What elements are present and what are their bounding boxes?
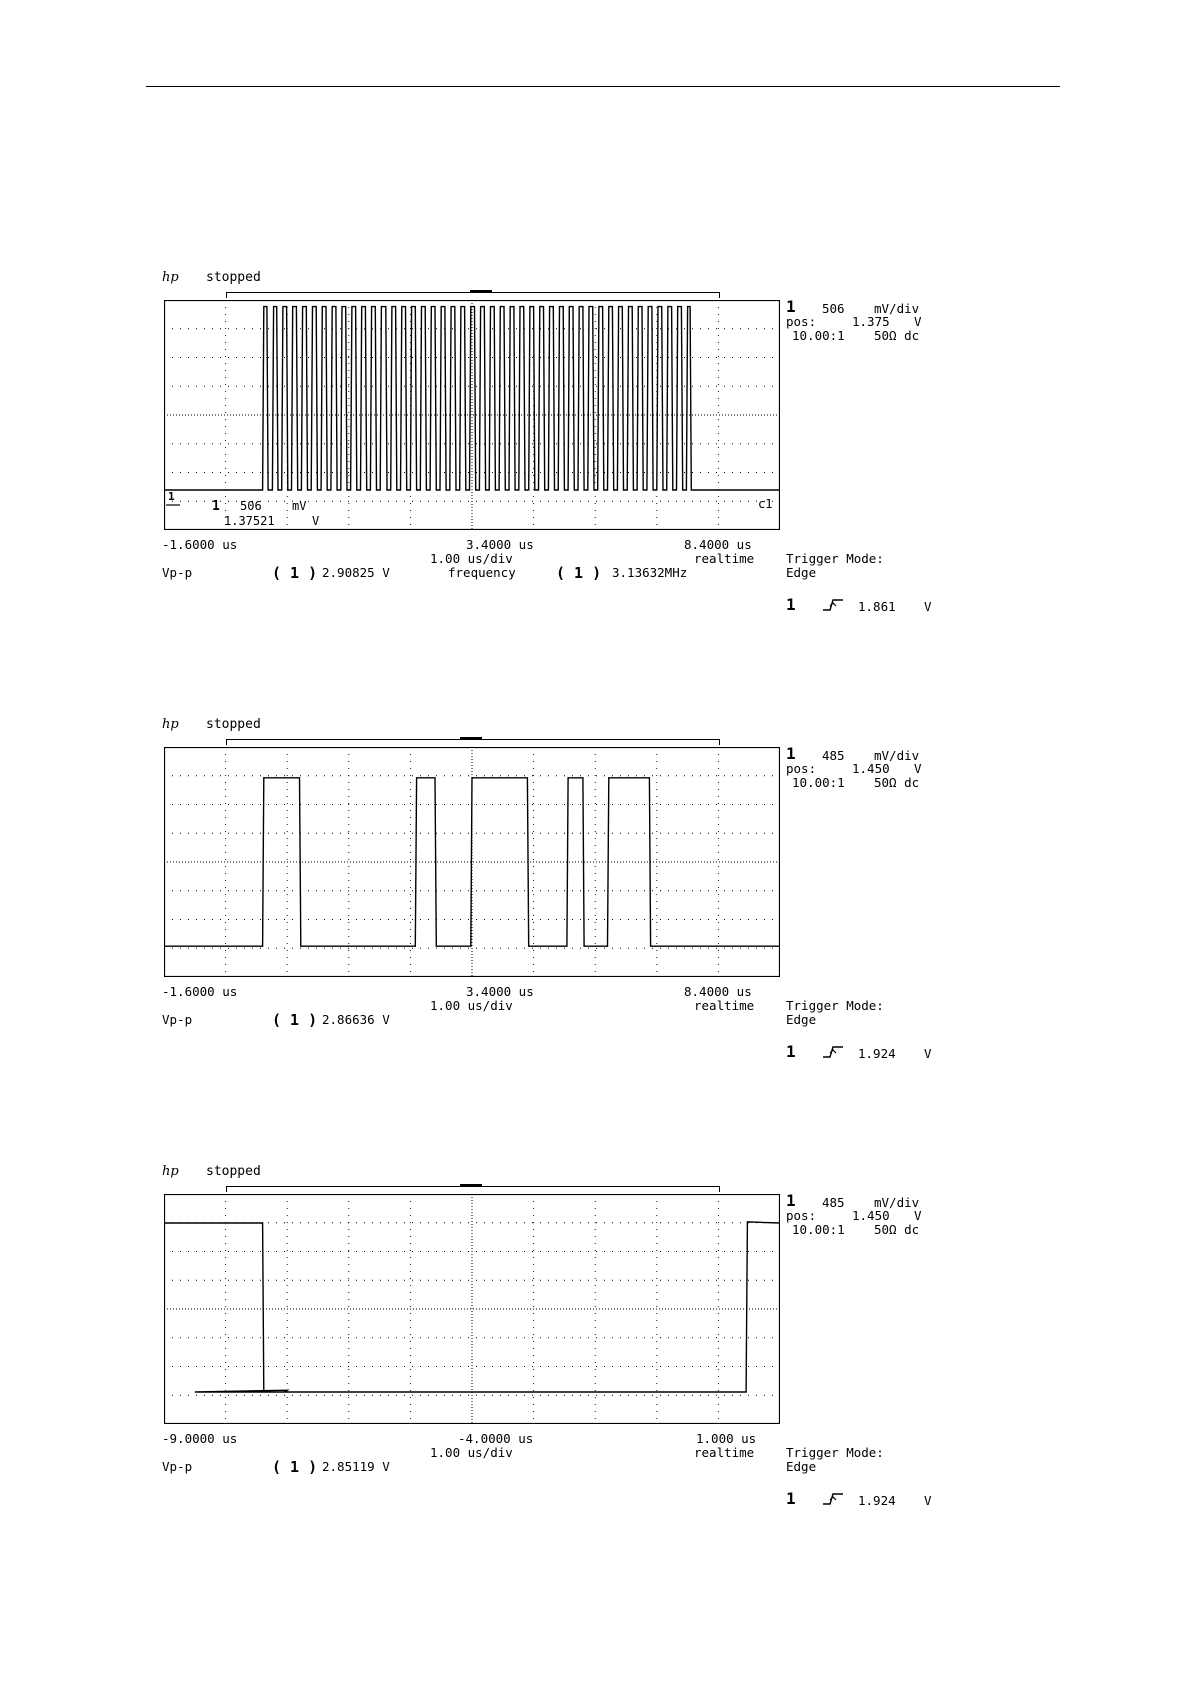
time-left-label: -1.6000 us — [162, 984, 238, 999]
marker-level: 1.37521 — [224, 514, 275, 528]
trigger-channel: 1 — [786, 1489, 796, 1508]
trigger-level-unit: V — [924, 1493, 932, 1508]
time-right-label: 8.4000 us — [684, 984, 752, 999]
measurement-value: 2.85119 V — [322, 1459, 390, 1474]
measurement-value: 2.86636 V — [322, 1012, 390, 1027]
scope-screen — [164, 747, 780, 977]
scope-screen — [164, 300, 780, 530]
probe-attenuation: 10.00:1 — [792, 328, 845, 343]
hp-logo-icon: hp — [162, 717, 179, 732]
acquisition-mode: realtime — [694, 998, 755, 1013]
channel-number: 1 — [786, 1191, 796, 1210]
edge-tag: c1 — [758, 497, 773, 511]
time-right-label: 1.000 us — [696, 1431, 757, 1446]
time-center-label: 3.4000 us — [466, 537, 534, 552]
offset-label: pos: — [786, 761, 817, 776]
vertical-scale-unit: mV/div — [874, 748, 920, 763]
channel-number: 1 — [786, 744, 796, 763]
trigger-position-marker — [460, 737, 482, 740]
measurement-channel: ( 1 ) — [272, 564, 318, 582]
ground-marker-icon: 1 — [168, 490, 175, 503]
offset-unit: V — [914, 1208, 922, 1223]
run-status: stopped — [206, 270, 261, 285]
measurement-label: Vp-p — [162, 1459, 193, 1474]
acquisition-mode: realtime — [694, 1445, 755, 1460]
input-coupling: 50Ω dc — [874, 328, 920, 343]
vertical-scale: 506 — [822, 301, 845, 316]
offset-unit: V — [914, 314, 922, 329]
trigger-mode-value: Edge — [786, 1459, 817, 1474]
trigger-mode-value: Edge — [786, 565, 817, 580]
trigger-level-unit: V — [924, 1046, 932, 1061]
time-center-label: -4.0000 us — [458, 1431, 534, 1446]
offset-unit: V — [914, 761, 922, 776]
trigger-channel: 1 — [786, 1042, 796, 1061]
measurement-channel: ( 1 ) — [272, 1458, 318, 1476]
marker-scale: 506 — [240, 499, 262, 513]
time-right-label: 8.4000 us — [684, 537, 752, 552]
trigger-mode-label: Trigger Mode: — [786, 1445, 884, 1460]
input-coupling: 50Ω dc — [874, 1222, 920, 1237]
time-center-label: 3.4000 us — [466, 984, 534, 999]
hp-logo-icon: hp — [162, 270, 179, 285]
offset-label: pos: — [786, 1208, 817, 1223]
trigger-level: 1.861 — [858, 599, 896, 614]
trigger-mode-label: Trigger Mode: — [786, 551, 884, 566]
channel-number: 1 — [786, 297, 796, 316]
trigger-mode-value: Edge — [786, 1012, 817, 1027]
hp-logo-icon: hp — [162, 1164, 179, 1179]
measurement-channel: ( 1 ) — [272, 1011, 318, 1029]
rising-edge-icon — [822, 598, 844, 615]
run-status: stopped — [206, 1164, 261, 1179]
trigger-channel: 1 — [786, 595, 796, 614]
measurement2-channel: ( 1 ) — [556, 564, 602, 582]
measurement-label: Vp-p — [162, 1012, 193, 1027]
acquisition-mode: realtime — [694, 551, 755, 566]
scope-header — [162, 717, 261, 732]
marker-level-unit: V — [312, 514, 320, 528]
trigger-position-marker — [470, 290, 492, 293]
measurement-label: Vp-p — [162, 565, 193, 580]
run-status: stopped — [206, 717, 261, 732]
scope-header — [162, 1164, 261, 1179]
trigger-level: 1.924 — [858, 1046, 896, 1061]
scope-capture-1 — [0, 270, 1190, 630]
time-left-label: -9.0000 us — [162, 1431, 238, 1446]
time-left-label: -1.6000 us — [162, 537, 238, 552]
timebase-label: 1.00 us/div — [430, 1445, 513, 1460]
timebase-label: 1.00 us/div — [430, 551, 513, 566]
scope-screen — [164, 1194, 780, 1424]
vertical-scale: 485 — [822, 1195, 845, 1210]
measurement-value: 2.90825 V — [322, 565, 390, 580]
offset-value: 1.375 — [852, 314, 890, 329]
offset-value: 1.450 — [852, 1208, 890, 1223]
marker-unit: mV — [292, 499, 307, 513]
offset-label: pos: — [786, 314, 817, 329]
trigger-level: 1.924 — [858, 1493, 896, 1508]
trigger-position-marker — [460, 1184, 482, 1187]
probe-attenuation: 10.00:1 — [792, 1222, 845, 1237]
trigger-level-unit: V — [924, 599, 932, 614]
rising-edge-icon — [822, 1492, 844, 1509]
probe-attenuation: 10.00:1 — [792, 775, 845, 790]
marker-channel: 1 — [212, 499, 220, 514]
measurement2-value: 3.13632MHz — [612, 565, 688, 580]
measurement2-label: frequency — [448, 565, 516, 580]
scope-capture-2 — [0, 717, 1190, 1077]
vertical-scale-unit: mV/div — [874, 1195, 920, 1210]
offset-value: 1.450 — [852, 761, 890, 776]
rising-edge-icon — [822, 1045, 844, 1062]
input-coupling: 50Ω dc — [874, 775, 920, 790]
scope-header — [162, 270, 261, 285]
trigger-mode-label: Trigger Mode: — [786, 998, 884, 1013]
page-top-rule — [146, 86, 1060, 87]
vertical-scale: 485 — [822, 748, 845, 763]
timebase-label: 1.00 us/div — [430, 998, 513, 1013]
scope-capture-3 — [0, 1164, 1190, 1524]
vertical-scale-unit: mV/div — [874, 301, 920, 316]
